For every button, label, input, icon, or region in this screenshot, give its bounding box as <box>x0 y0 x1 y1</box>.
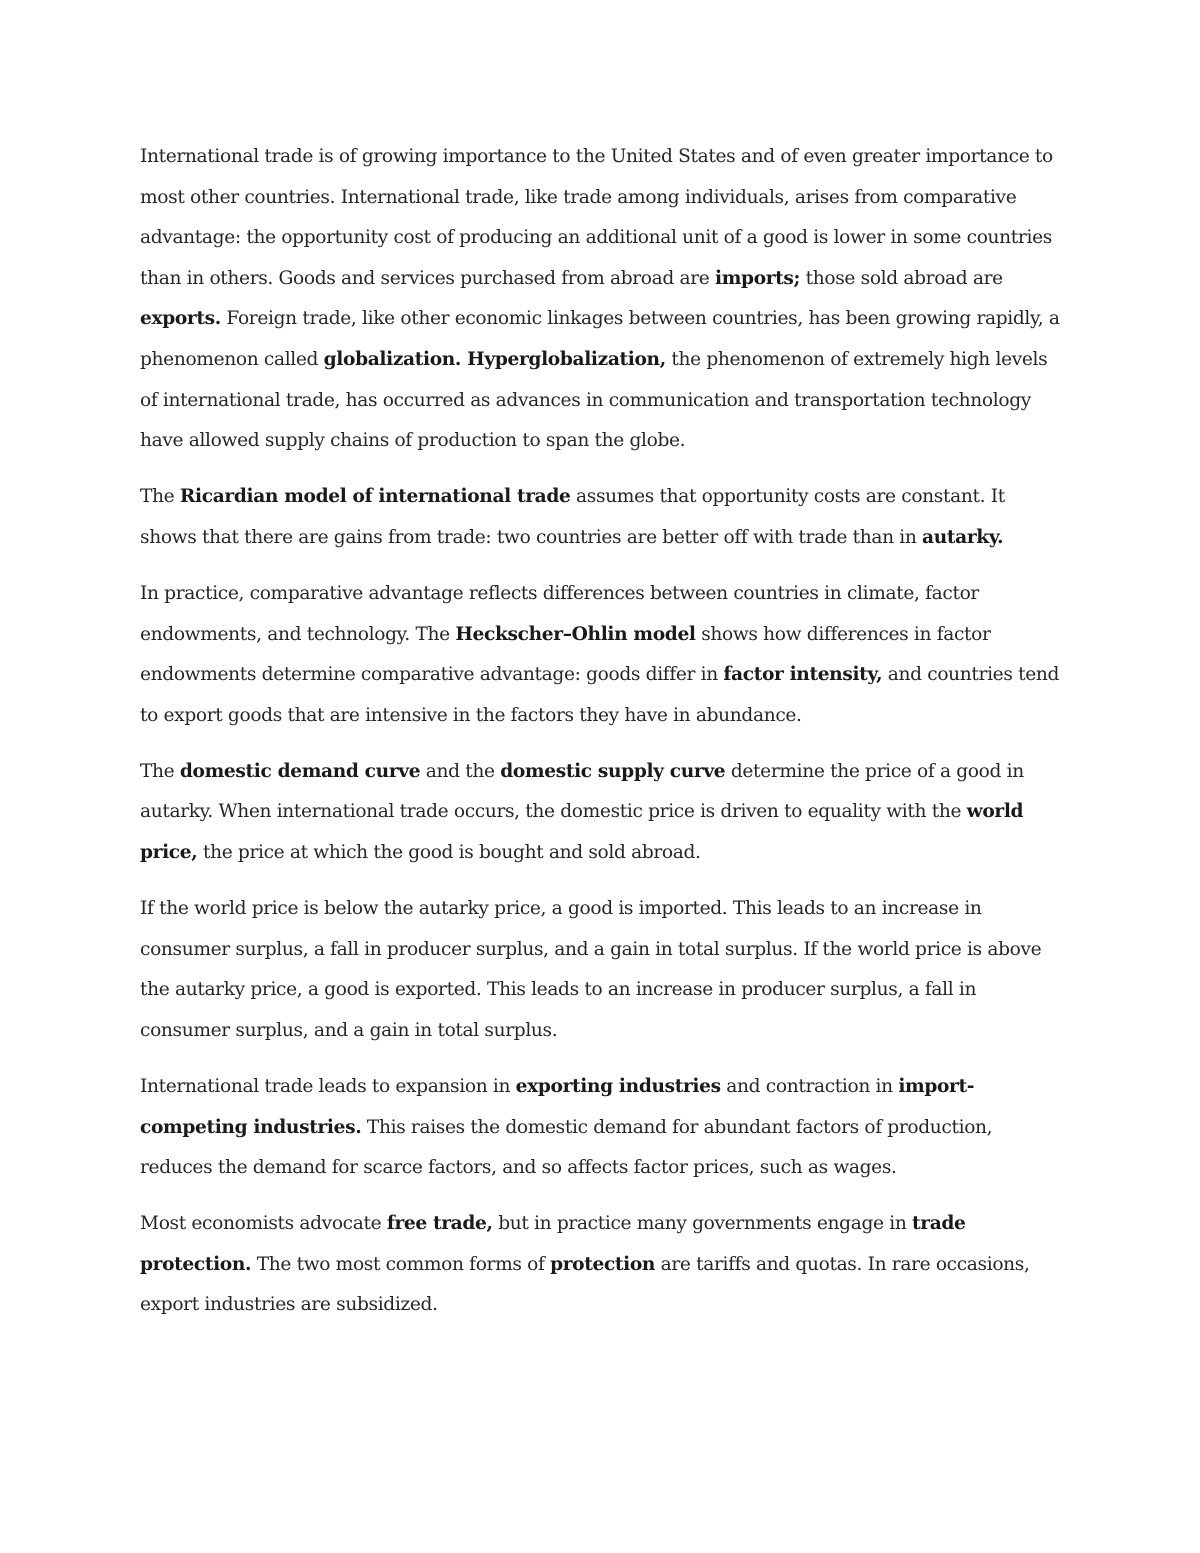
key-term: domestic demand curve <box>179 760 421 782</box>
paragraph-text: and the <box>420 760 501 782</box>
key-term: world price, <box>140 801 1024 863</box>
paragraph-text: and countries tend to export goods that are intensive in the factors they have in abundance. <box>140 664 1060 726</box>
body-paragraph <box>140 1067 1062 1189</box>
paragraph-text: If the world price is below the autarky price, a good is imported. This leads to an increase in consumer surplus, a fall in producer surplus, and a gain in total surplus. If the world price is above the autarky price, a good is exported. This leads to an increase in producer surplus, a fall in consumer surplus, and a gain in total surplus. <box>140 898 1042 1041</box>
body-paragraph <box>140 574 1062 736</box>
paragraph-text: shows how differences in factor endowments determine comparative advantage: goods differ in <box>140 623 991 686</box>
body-paragraph <box>140 889 1062 1051</box>
paragraph-text: those sold abroad are <box>800 267 1003 289</box>
key-term: globalization. Hyperglobalization, <box>323 348 666 370</box>
body-paragraph <box>140 1204 1062 1326</box>
paragraph-text: The <box>140 486 180 508</box>
key-term: trade protection. <box>140 1213 966 1275</box>
key-term: protection <box>550 1253 656 1275</box>
paragraph-text: Most economists advocate <box>140 1213 387 1235</box>
key-term: factor intensity, <box>723 664 883 686</box>
paragraph-text: In practice, comparative advantage reflects differences between countries in climate, factor endowments, and technology. The <box>140 582 979 645</box>
key-term: autarky. <box>922 526 1004 548</box>
paragraph-text: but in practice many governments engage in <box>492 1213 913 1235</box>
paragraph-text: International trade leads to expansion in <box>140 1075 516 1097</box>
body-paragraph <box>140 137 1062 462</box>
key-term: import-competing industries. <box>140 1075 975 1138</box>
paragraph-text: The <box>140 760 180 782</box>
paragraph-text: International trade is of growing importance to the United States and of even greater importance to most other countries. International trade, like trade among individuals, arises from comparative advantage: the opportunity cost of producing an additional unit of a good is lower in some countries than in others. Goods and services purchased from abroad are <box>140 146 1053 289</box>
paragraph-text: are tariffs and quotas. In rare occasions, export industries are subsidized. <box>140 1253 1030 1316</box>
paragraph-text: and contraction in <box>720 1075 899 1097</box>
body-paragraph <box>140 752 1062 874</box>
key-term: Ricardian model of international trade <box>179 486 571 508</box>
document-body <box>140 137 1062 1342</box>
paragraph-text: determine the price of a good in autarky. When international trade occurs, the domestic price is driven to equality with the <box>140 760 1024 823</box>
paragraph-text: the phenomenon of extremely high levels of international trade, has occurred as advances in communication and transportation technology have allowed supply chains of production to span the globe. <box>140 348 1048 452</box>
key-term: Heckscher–Ohlin model <box>455 623 696 645</box>
paragraph-text: This raises the domestic demand for abundant factors of production, reduces the demand for scarce factors, and so affects factor prices, such as wages. <box>140 1116 993 1179</box>
key-term: exporting industries <box>515 1075 721 1097</box>
paragraph-text: The two most common forms of <box>251 1253 551 1275</box>
paragraph-text: assumes that opportunity costs are constant. It shows that there are gains from trade: two countries are better off with trade than in <box>140 486 1005 548</box>
key-term: imports; <box>715 267 801 289</box>
paragraph-text: the price at which the good is bought and sold abroad. <box>197 842 701 863</box>
key-term: free trade, <box>386 1213 493 1235</box>
key-term: exports. <box>140 308 221 330</box>
body-paragraph <box>140 477 1062 558</box>
key-term: domestic supply curve <box>500 760 726 782</box>
paragraph-text: Foreign trade, like other economic linkages between countries, has been growing rapidly, a phenomenon called <box>140 308 1060 370</box>
